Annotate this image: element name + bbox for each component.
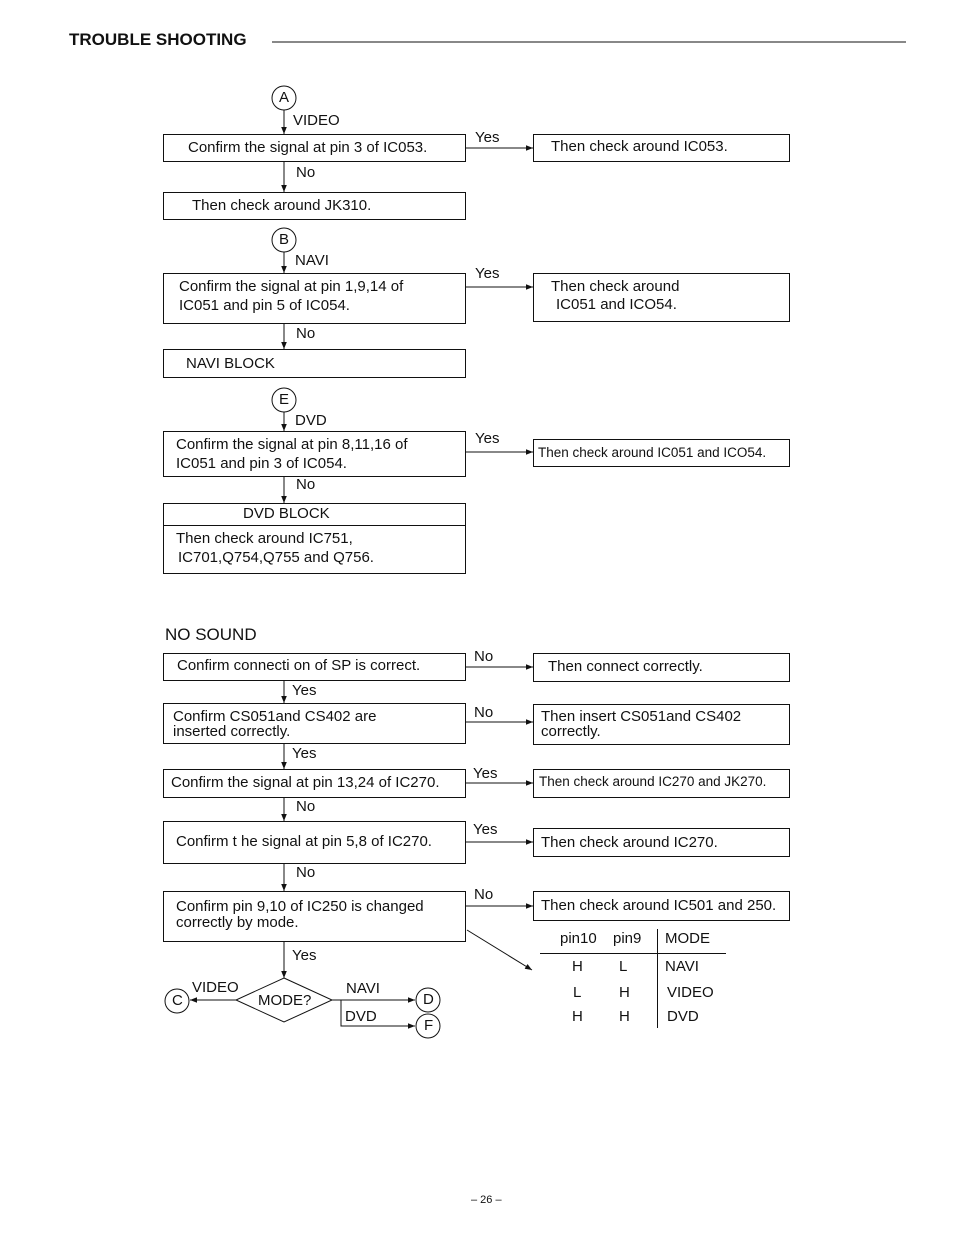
- dvd-block-line2: IC701,Q754,Q755 and Q756.: [178, 549, 374, 566]
- ns-step3-result: Then check around IC270 and JK270.: [539, 774, 767, 789]
- mode-table-r3-mode: DVD: [667, 1008, 699, 1025]
- no-sound-title: NO SOUND: [165, 625, 257, 644]
- section-a-yes-label: Yes: [475, 129, 500, 146]
- connector-b-label: B: [279, 231, 290, 248]
- section-b-no-result: NAVI BLOCK: [186, 355, 275, 372]
- section-a-input-label: VIDEO: [293, 112, 340, 129]
- ns-step5-result: Then check around IC501 and 250.: [541, 897, 777, 914]
- ns-step3-no-label: No: [296, 798, 316, 815]
- mode-table-r1-pin10: H: [572, 958, 583, 975]
- mode-table-r3-pin9: H: [619, 1008, 630, 1025]
- section-b-check-line1: Confirm the signal at pin 1,9,14 of: [179, 278, 404, 295]
- section-b-no-label: No: [296, 325, 316, 342]
- ns-step2-line1: Confirm CS051and CS402 are: [173, 708, 377, 725]
- dvd-block-title: DVD BLOCK: [243, 505, 330, 522]
- mode-out-navi-label: NAVI: [346, 980, 380, 997]
- mode-table-r2-pin10: L: [573, 984, 582, 1001]
- ns-step3-yes-label: Yes: [473, 765, 498, 782]
- mode-table-r1-pin9: L: [619, 958, 628, 975]
- ns-step2-no-label: No: [474, 704, 494, 721]
- section-a-no-result: Then check around JK310.: [192, 197, 372, 214]
- mode-table-header-pin9: pin9: [613, 930, 642, 947]
- ns-step5-line1: Confirm pin 9,10 of IC250 is changed: [176, 898, 424, 915]
- mode-table-header-mode: MODE: [665, 930, 710, 947]
- connector-e-label: E: [279, 391, 290, 408]
- ns-step4-yes-label: Yes: [473, 821, 498, 838]
- section-e-check-line1: Confirm the signal at pin 8,11,16 of: [176, 436, 408, 453]
- connector-c-label: C: [172, 992, 183, 1009]
- mode-table-r2-pin9: H: [619, 984, 630, 1001]
- section-b-yes-label: Yes: [475, 265, 500, 282]
- section-e-input-label: DVD: [295, 412, 327, 429]
- ns-step3-text: Confirm the signal at pin 13,24 of IC270.: [171, 774, 440, 791]
- section-e-yes-label: Yes: [475, 430, 500, 447]
- section-b-check-line2: IC051 and pin 5 of IC054.: [179, 297, 350, 314]
- page-title: TROUBLE SHOOTING: [69, 30, 247, 49]
- section-a-check-text: Confirm the signal at pin 3 of IC053.: [188, 139, 428, 156]
- mode-out-dvd-label: DVD: [345, 1008, 377, 1025]
- section-b-input-label: NAVI: [295, 252, 329, 269]
- ns-step4-no-label: No: [296, 864, 316, 881]
- mode-table-r2-mode: VIDEO: [667, 984, 714, 1001]
- ns-step2-result-line2: correctly.: [541, 723, 601, 740]
- ns-step2-result-line1: Then insert CS051and CS402: [541, 708, 742, 725]
- ns-step5-no-label: No: [474, 886, 494, 903]
- section-e-no-label: No: [296, 476, 316, 493]
- mode-decision-label: MODE?: [258, 992, 312, 1009]
- arrow-ns-step5-to-table: [467, 930, 532, 970]
- section-e-check-line2: IC051 and pin 3 of IC054.: [176, 455, 347, 472]
- section-b-yes-line1: Then check around: [551, 278, 680, 295]
- section-a-yes-result: Then check around IC053.: [551, 138, 728, 155]
- ns-step4-result: Then check around IC270.: [541, 834, 718, 851]
- ns-step1-result: Then connect correctly.: [548, 658, 703, 675]
- ns-step1-yes-label: Yes: [292, 682, 317, 699]
- ns-step2-line2: inserted correctly.: [173, 723, 291, 740]
- section-e-yes-result: Then check around IC051 and ICO54.: [538, 445, 767, 460]
- mode-table-r1-mode: NAVI: [665, 958, 699, 975]
- ns-step1-no-label: No: [474, 648, 494, 665]
- connector-f-label: F: [424, 1017, 434, 1034]
- page-number: – 26 –: [471, 1194, 502, 1206]
- ns-step1-text: Confirm connecti on of SP is correct.: [177, 657, 421, 674]
- mode-table-r3-pin10: H: [572, 1008, 583, 1025]
- ns-step5-line2: correctly by mode.: [176, 914, 299, 931]
- connector-d-label: D: [423, 991, 434, 1008]
- ns-step5-yes-label: Yes: [292, 947, 317, 964]
- connector-a-label: A: [279, 89, 290, 106]
- ns-step2-yes-label: Yes: [292, 745, 317, 762]
- dvd-block-line1: Then check around IC751,: [176, 530, 353, 547]
- section-b-yes-line2: IC051 and ICO54.: [556, 296, 677, 313]
- section-a-no-label: No: [296, 164, 316, 181]
- mode-table-header-pin10: pin10: [560, 930, 597, 947]
- mode-out-video-label: VIDEO: [192, 979, 239, 996]
- ns-step4-text: Confirm t he signal at pin 5,8 of IC270.: [176, 833, 432, 850]
